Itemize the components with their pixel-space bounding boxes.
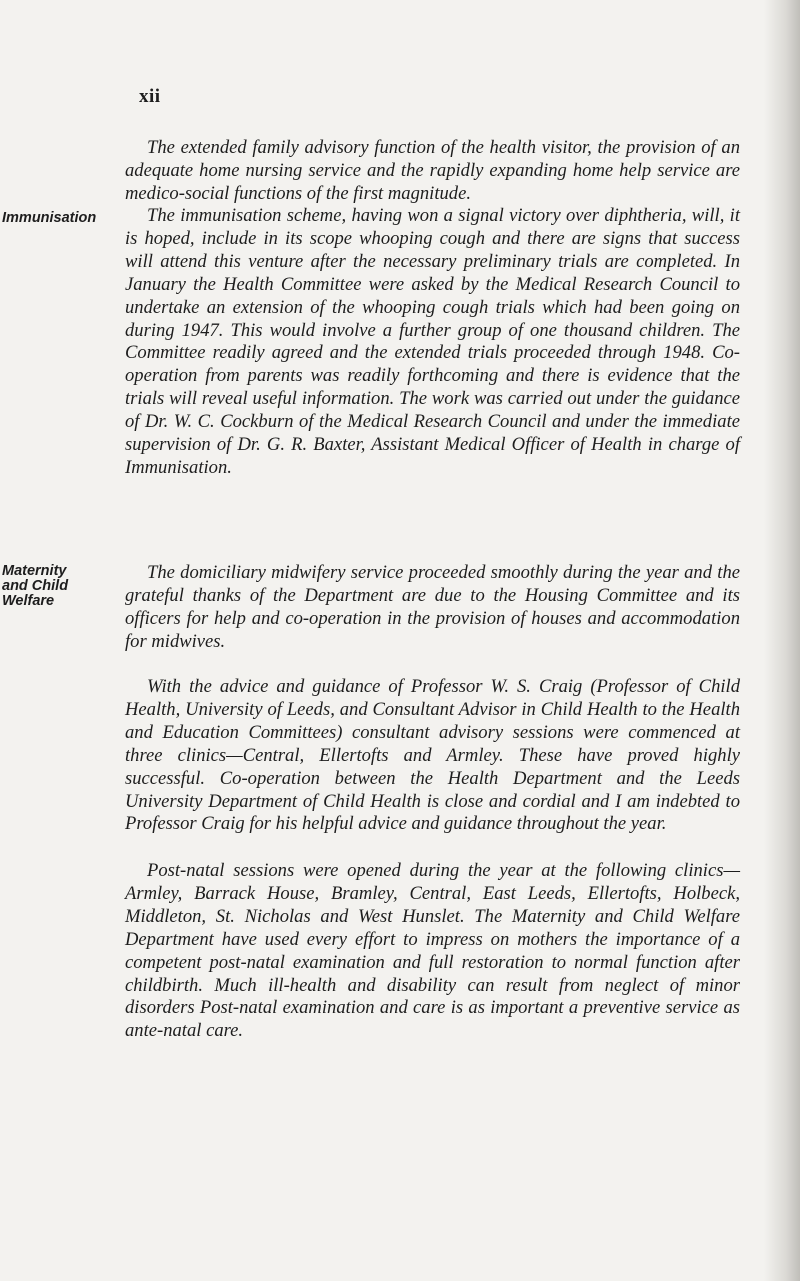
paragraph-immunisation: The immunisation scheme, having won a signal victory over diphtheria, will, it is hoped, include in its scope whooping cough and there are signs that success will attend this venture after the necessary preliminary trials are completed. In January the Health Committee were asked by the Medical Research Council to undertake an extension of the whooping cough trials which had been going on during 1947. This would involve a further group of one thousand children. The Committee readily agreed and the extended trials proceeded through 1948. Co-operation from parents was readily forthcoming and there is evidence that the trials will reveal useful information. The work was carried out under the guidance of Dr. W. C. Cockburn of the Medical Research Council and under the immediate supervision of Dr. G. R. Baxter, Assistant Medical Officer of Health in charge of Immunisation. [125, 205, 740, 478]
margin-note-immunisation-text: Immunisation [2, 210, 97, 226]
paragraph-health-visitor: The extended family advisory function of the health visitor, the provision of an adequate home nursing service and the rapidly expanding home help service are medico-social functions of the first magnitude. [125, 137, 740, 204]
paragraph-consultant-sessions: With the advice and guidance of Professor W. S. Craig (Professor of Child Health, University of Leeds, and Consultant Advisor in Child Health to the Health and Education Committees) consultant advisory sessions were commenced at three clinics—Central, Ellertofts and Armley. These have proved highly successful. Co-operation between the Health Department and the Leeds University Department of Child Health is close and cordial and I am indebted to Professor Craig for his helpful advice and guidance throughout the year. [125, 676, 740, 835]
margin-note-maternity-line2: and Child [2, 578, 69, 594]
paragraph-post-natal: Post-natal sessions were opened during the year at the following clinics—Armley, Barrack House, Bramley, Central, East Leeds, Ellertofts, Holbeck, Middleton, St. Nicholas and West Hunslet. The Maternity and Child Welfare Department have used every effort to impress on mothers the importance of a competent post-natal examination and full restoration to normal function after childbirth. Much ill-health and disability can result from neglect of minor disorders Post-natal examination and care is as important a preventive service as ante-natal care. [125, 860, 740, 1042]
page-number: xii [139, 86, 161, 107]
margin-note-maternity-line3: Welfare [2, 593, 55, 609]
page-edge-shadow [764, 0, 800, 1281]
margin-note-maternity [2, 564, 68, 609]
paragraph-midwifery: The domiciliary midwifery service proceeded smoothly during the year and the grateful thanks of the Department are due to the Housing Committee and its officers for help and co-operation in the provision of houses and accommodation for midwives. [125, 562, 740, 652]
margin-note-immunisation [2, 211, 96, 226]
margin-note-maternity-line1: Maternity [2, 563, 67, 579]
